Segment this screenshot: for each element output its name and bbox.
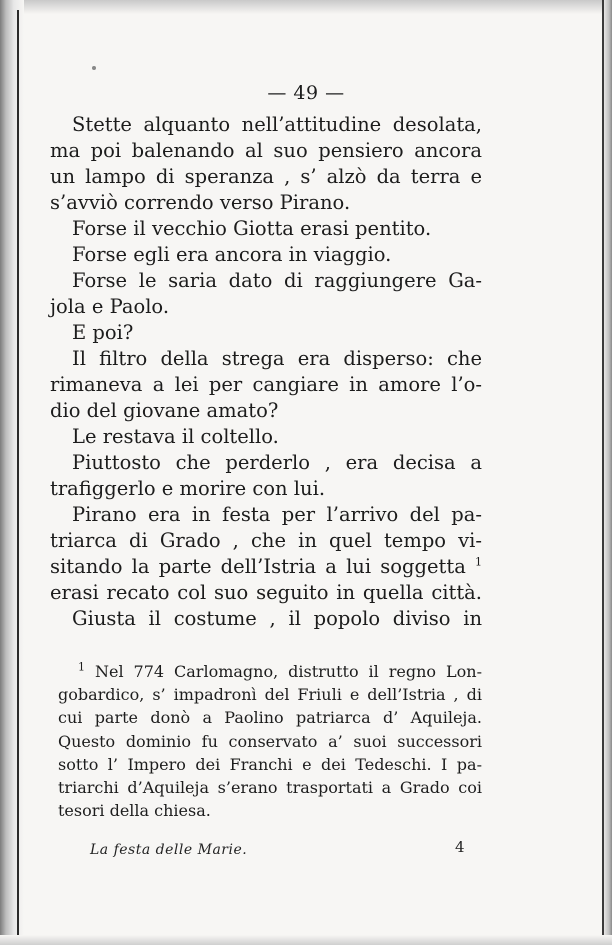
text-line: [50, 580, 482, 606]
text-line-text: E poi?: [72, 321, 134, 344]
text-line-text: un lampo di speranza , s’ alzò da terra e: [50, 165, 482, 188]
text-line: [50, 242, 482, 268]
footnote-line: [58, 776, 482, 799]
text-line-text: rimaneva a lei per cangiare in amore l’o-: [50, 373, 482, 396]
footnote-line-text: sotto l’ Impero dei Franchi e dei Tedeschi. I pa-: [58, 754, 482, 774]
page-right-edge-line: [602, 0, 604, 945]
body-text: [50, 112, 482, 632]
text-line: [50, 112, 482, 138]
page-number: — 49 —: [267, 82, 345, 104]
text-line-text: Giusta il costume , il popolo diviso in: [72, 607, 482, 630]
footnote-line-text: triarchi d’Aquileja s’erano trasportati a Grado coi: [58, 778, 482, 798]
text-line: [50, 372, 482, 398]
text-line-text: Piuttosto che perderlo , era decisa a: [72, 451, 482, 474]
page-top-shadow: [0, 0, 612, 14]
text-line-text: Stette alquanto nell’attitudine desolata,: [72, 113, 482, 136]
footnote-line: [58, 730, 482, 753]
text-line: [50, 268, 482, 294]
text-line-text: Forse le saria dato di raggiungere Ga-: [72, 269, 482, 292]
text-line: [50, 294, 482, 320]
text-line: [50, 606, 482, 632]
text-line-text: jola e Paolo.: [50, 295, 170, 318]
footnote-line: [58, 706, 482, 729]
text-line: [50, 424, 482, 450]
text-line-text: sitando la parte dell’Istria a lui soggetta: [50, 555, 466, 578]
footnote: [58, 660, 482, 822]
footnote-line: [58, 660, 482, 683]
binding-line: [17, 10, 19, 945]
paper-speck: [92, 66, 96, 70]
text-line-text: trafiggerlo e morire con lui.: [50, 477, 326, 500]
text-line-text: dio del giovane amato?: [50, 399, 279, 422]
signature-mark: 4: [455, 838, 465, 856]
text-line: [50, 190, 482, 216]
text-line: [50, 398, 482, 424]
text-line: [50, 138, 482, 164]
text-line: [50, 216, 482, 242]
text-line-text: Forse egli era ancora in viaggio.: [72, 243, 392, 266]
text-line-text: Pirano era in festa per l’arrivo del pa-: [72, 503, 482, 526]
footnote-line-text: Questo dominio fu conservato a’ suoi successori: [58, 731, 482, 751]
text-line-text: erasi recato col suo seguito in quella città.: [50, 581, 482, 604]
text-line-text: Forse il vecchio Giotta erasi pentito.: [72, 217, 432, 240]
footnote-marker: 1: [78, 660, 85, 674]
text-line: [50, 164, 482, 190]
running-footer: La festa delle Marie.: [90, 842, 248, 858]
footnote-line-text: cui parte donò a Paolino patriarca d’ Aquileja.: [58, 708, 482, 728]
book-binding-edge: [0, 0, 24, 945]
text-line: [50, 450, 482, 476]
text-line-text: s’avviò correndo verso Pirano.: [50, 191, 351, 214]
text-line: [50, 346, 482, 372]
footnote-line: [58, 799, 482, 822]
text-line: [50, 502, 482, 528]
footnote-line: [58, 683, 482, 706]
page-bottom-edge: [0, 935, 612, 945]
footnote-line-text: tesori della chiesa.: [58, 801, 211, 821]
footnote-line-text: gobardico, s’ impadronì del Friuli e dell’Istria , di: [58, 685, 482, 705]
footnote-line-text: Nel 774 Carlomagno, distrutto il regno Lon-: [94, 662, 482, 681]
text-line: [50, 320, 482, 346]
text-line: [50, 528, 482, 554]
text-line: [50, 476, 482, 502]
text-line-text: Il filtro della strega era disperso: che: [72, 347, 482, 370]
footnote-line: [58, 753, 482, 776]
footnote-reference: 1: [475, 555, 482, 569]
text-line-text: ma poi balenando al suo pensiero ancora: [50, 139, 482, 162]
text-line-text: Le restava il coltello.: [72, 425, 279, 448]
text-line-text: triarca di Grado , che in quel tempo vi-: [50, 529, 482, 552]
text-line: [50, 554, 482, 580]
